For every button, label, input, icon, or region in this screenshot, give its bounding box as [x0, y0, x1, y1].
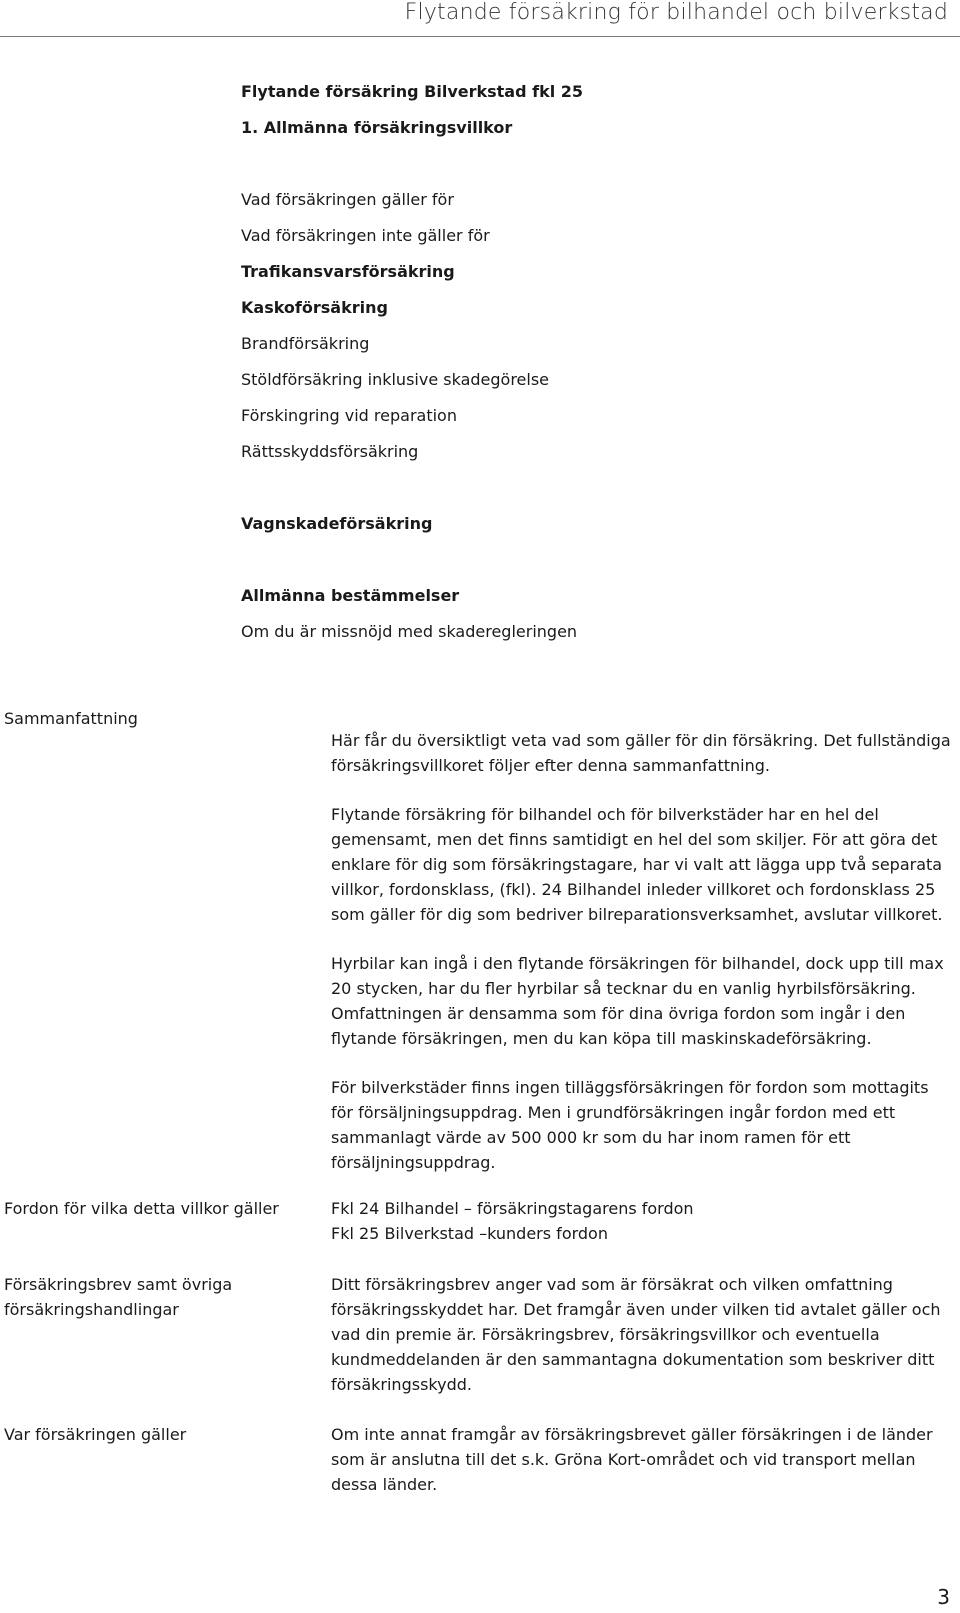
summary-paragraph: Flytande försäkring för bilhandel och för bilverkstäder har en hel del gemensamt, men det finns samtidigt en hel del som skiljer. För att göra det enklare för dig som försäkringstagare, har vi valt att lägga upp två separata villkor, fordonsklass, (fkl). 24 Bilhandel inleder villkoret och fordonsklass 25 som gäller för dig som bedriver bilreparationsverksamhet, avslutar villkoret. [331, 805, 943, 924]
brev-body: Ditt försäkringsbrev anger vad som är försäkrat och vilken omfattning försäkringsskyddet har. Det framgår även under vilken tid avtalet gäller och vad din premie är. Försäkringsbrev, försäkringsvillkor och eventuella kundmeddelanden är den sammantagna dokumentation som beskriver ditt försäkringsskydd. [331, 1275, 941, 1394]
toc-missnojd: Om du är missnöjd med skaderegleringen [241, 622, 578, 641]
toc-subheading: 1. Allmänna försäkringsvillkor [241, 118, 513, 137]
toc-item: Brandförsäkring [241, 334, 370, 353]
var-body: Om inte annat framgår av försäkringsbrevet gäller försäkringen i de länder som är anslutna till det s.k. Gröna Kort-området och vid transport mellan dessa länder. [331, 1425, 933, 1494]
table-of-contents [241, 74, 861, 650]
toc-item: Kaskoförsäkring [241, 298, 388, 317]
summary-label: Sammanfattning [4, 709, 138, 728]
toc-heading: Flytande försäkring Bilverkstad fkl 25 [241, 82, 584, 101]
summary-body [331, 728, 951, 1199]
brev-label: Försäkringsbrev samt övriga försäkringshandlingar [4, 1275, 233, 1319]
running-header [0, 0, 960, 37]
fordon-line: Fkl 25 Bilverkstad –kunders fordon [331, 1224, 608, 1243]
summary-paragraph: För bilverkstäder finns ingen tilläggsförsäkringen för fordon som mottagits för försäljningsuppdrag. Men i grundförsäkringen ingår fordon med ett sammanlagt värde av 500 000 kr som du har inom ramen för ett försäljningsuppdrag. [331, 1078, 929, 1172]
summary-paragraph: Hyrbilar kan ingå i den flytande försäkringen för bilhandel, dock upp till max 20 stycken, har du fler hyrbilar så tecknar du en vanlig hyrbilsförsäkring. Omfattningen är densamma som för dina övriga fordon som ingår i den flytande försäkringen, men du kan köpa till maskinskadeförsäkring. [331, 954, 944, 1048]
toc-item: Förskingring vid reparation [241, 406, 457, 425]
toc-vagnskade: Vagnskadeförsäkring [241, 514, 433, 533]
toc-allmanna: Allmänna bestämmelser [241, 586, 460, 605]
toc-item: Rättsskyddsförsäkring [241, 442, 419, 461]
toc-item: Vad försäkringen inte gäller för [241, 226, 490, 245]
toc-item: Trafikansvarsförsäkring [241, 262, 455, 281]
toc-item: Stöldförsäkring inklusive skadegörelse [241, 370, 550, 389]
fordon-body [331, 1196, 951, 1246]
fordon-line: Fkl 24 Bilhandel – försäkringstagarens fordon [331, 1199, 694, 1218]
page-number: 3 [937, 1585, 950, 1609]
var-label: Var försäkringen gäller [4, 1425, 187, 1444]
toc-item: Vad försäkringen gäller för [241, 190, 454, 209]
fordon-label: Fordon för vilka detta villkor gäller [4, 1199, 279, 1218]
running-title: Flytande försäkring för bilhandel och bilverkstad [404, 0, 948, 25]
summary-paragraph: Här får du översiktligt veta vad som gäller för din försäkring. Det fullständiga försäkringsvillkoret följer efter denna sammanfattning. [331, 731, 951, 775]
